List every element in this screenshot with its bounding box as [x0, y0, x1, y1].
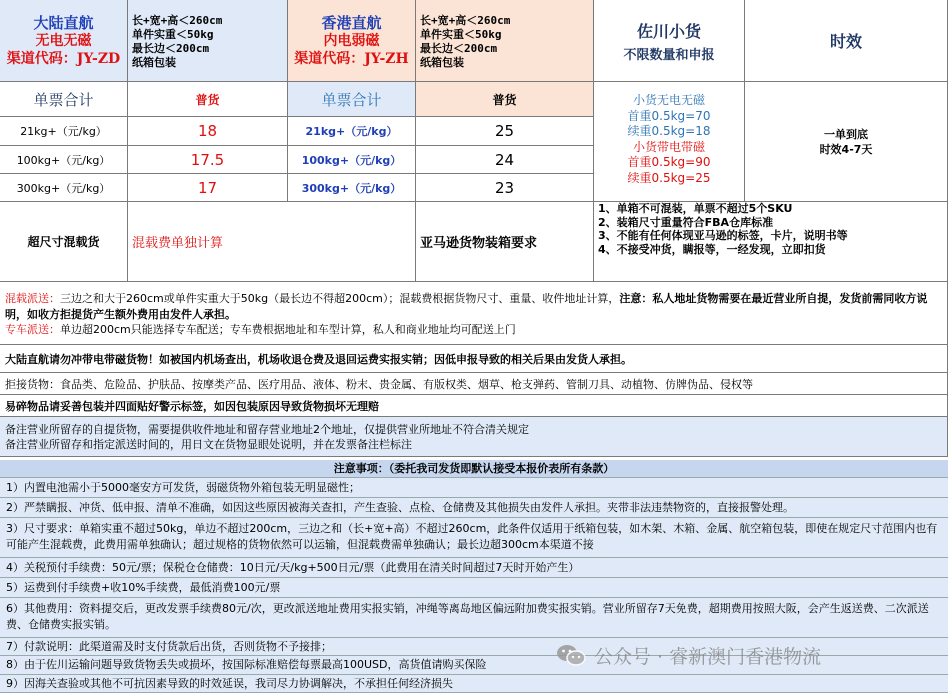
right-total-label: 单票合计	[321, 90, 382, 109]
left-row-label	[0, 117, 128, 146]
note-item	[0, 675, 948, 693]
mainland-subtitle: 无电无磁	[35, 33, 92, 49]
left-total-header	[0, 82, 128, 117]
timing-header-cell	[745, 0, 948, 82]
note-text: 3）尺寸要求：单箱实重不超过50kg，单边不超过200cm，三边之和（长+宽+高）不超过260cm，此条件仅适用于纸箱包装，如木架、木箱、金属、航空箱包装，即使在规定尺寸范围内也有可能产生混载费，此费用需单独确认；超过规格的货物依然可以运输，但混载费需单独确认；最长边超300cm本渠道不接	[6, 522, 938, 551]
mainland-spec: 单件实重＜50kg	[132, 28, 214, 41]
hk-spec: 最长边＜200cm	[420, 42, 498, 55]
timing-line: 时效4-7天	[819, 142, 873, 156]
mainland-spec: 最长边＜200cm	[132, 42, 210, 55]
left-total-label: 单票合计	[33, 90, 94, 109]
hk-spec: 纸箱包装	[420, 56, 464, 69]
sagawa-header-cell	[594, 0, 745, 82]
note-text: 1）内置电池需小于5000毫安方可发货，弱磁货物外箱包装无明显磁性；	[6, 480, 360, 494]
fragile-text: 易碎物品请妥善包装并四面贴好警示标签，如因包装原因导致货物损坏无理赔	[5, 399, 379, 413]
left-row-price	[128, 117, 288, 146]
hk-spec: 长+宽+高＜260cm	[420, 14, 511, 27]
amazon-rule: 4、不接受冲货，瞒报等，一经发现，立即扣货	[598, 242, 826, 256]
note-item	[0, 518, 948, 558]
sagawa-subtitle: 不限数量和申报	[623, 47, 715, 63]
note-item	[0, 558, 948, 578]
price-value: 25	[494, 122, 515, 140]
amazon-label-cell	[416, 202, 594, 282]
sagawa-prices-cell	[594, 82, 745, 202]
price-value: 17	[197, 178, 218, 197]
sagawa-line: 续重0.5kg=25	[627, 170, 711, 185]
note-text: 6）其他费用：资料提交后，更改发票手续费80元/次，更改派送地址费用实报实销，冲绳等离岛地区偏远附加费实报实销。营业所留存7天免费，超期费用按照大阪，会产生返送费、二次派送费、仓储费实报实销。	[6, 602, 929, 631]
mainland-spec: 纸箱包装	[132, 56, 176, 69]
warning-text: 大陆直航请勿冲带电带磁货物！如被国内机场查出，机场收退仓费及退回运费实报实销；因低申报导致的相关后果由发货人承担。	[5, 352, 632, 366]
mainland-specs-cell	[128, 0, 288, 82]
amazon-rule: 1、单箱不可混装，单票不超过5个SKU	[598, 202, 793, 215]
right-type-label: 普货	[492, 92, 517, 107]
mainland-title-cell	[0, 0, 128, 82]
right-row-price	[416, 174, 594, 202]
mixed-delivery-row	[0, 282, 948, 345]
mixed-note: 注意：私人地址货物需要在最近营业所自提，发货前需同收方说明，如收方拒提货产生额外费用由发件人承担。	[5, 292, 928, 321]
watermark-text: 公众号 · 睿新澳门香港物流	[594, 645, 822, 668]
amazon-rules-cell	[594, 202, 948, 282]
mainland-title: 大陆直航	[33, 14, 94, 32]
row-label: 300kg+（元/kg）	[301, 181, 402, 195]
watermark	[556, 640, 821, 670]
left-row-label	[0, 146, 128, 174]
note-text: 7）付款说明：此渠道需及时支付货款后出货，否则货物不予接排；	[6, 639, 332, 653]
note-item	[0, 598, 948, 638]
notes-title: 注意事项：（委托我司发货即默认接受本报价表所有条款）	[333, 461, 615, 475]
warning-row	[0, 345, 948, 373]
sagawa-line: 续重0.5kg=18	[627, 124, 711, 138]
wechat-icon	[556, 643, 586, 667]
price-value: 24	[494, 150, 515, 169]
hk-subtitle: 内电弱磁	[323, 33, 380, 49]
timing-title: 时效	[829, 32, 862, 51]
dedicated-prefix: 专车派送：	[5, 323, 60, 336]
amazon-rule: 2、装箱尺寸重量符合FBA仓库标准	[598, 215, 774, 229]
hk-channel-code: 渠道代码：JY-ZH	[294, 51, 409, 67]
mainland-channel-code: 渠道代码：JY-ZD	[6, 51, 121, 67]
fragile-row	[0, 395, 948, 417]
sagawa-title: 佐川小货	[636, 21, 701, 41]
remark-line: 备注营业所留存的自提货物，需要提供收件地址和留存营业地址2个地址，仅提供营业所地址不符合清关规定	[5, 423, 529, 436]
mixed-text: 三边之和大于260cm或单件实重大于50kg（最长边不得超200cm）；混载费根据货物尺寸、重量、收件地址计算，	[60, 292, 620, 305]
left-row-label	[0, 174, 128, 202]
left-type-label: 普货	[195, 92, 220, 107]
mixed-prefix: 混载派送：	[5, 292, 60, 305]
right-row-label	[288, 174, 416, 202]
oversize-value-cell	[128, 202, 416, 282]
oversize-label: 超尺寸混载货	[27, 235, 100, 249]
right-row-price	[416, 117, 594, 146]
note-text: 8）由于佐川运输问题导致货物丢失或损坏，按国际标准赔偿每票最高100USD，高货值请购买保险	[6, 658, 487, 671]
notes-title-row	[0, 460, 948, 478]
dedicated-text: 单边超200cm只能选择专车配送；专车费根据地址和车型计算，私人和商业地址均可配送上门	[60, 323, 516, 336]
left-row-price	[128, 146, 288, 174]
note-text: 5）运费到付手续费+收10%手续费，最低消费100元/票	[6, 580, 281, 594]
hk-title: 香港直航	[321, 14, 382, 32]
note-item	[0, 478, 948, 498]
amazon-label: 亚马逊货物装箱要求	[420, 236, 538, 251]
row-label: 21kg+（元/kg）	[305, 125, 398, 138]
note-text: 2）严禁瞒报、冲货、低申报、清单不准确，如因这些原因被海关查扣，产生查验、点检、仓储费及其他损失由发件人承担。夹带非法违禁物资的，直接报警处理。	[6, 500, 794, 514]
row-label: 21kg+（元/kg）	[20, 125, 107, 138]
note-text: 9）因海关查验或其他不可抗因素导致的时效延误，我司尽力协调解决，不承担任何经济损失	[6, 676, 453, 690]
remarks-row	[0, 417, 948, 457]
right-type-header	[416, 82, 594, 117]
price-value: 23	[494, 178, 515, 197]
right-total-header	[288, 82, 416, 117]
sagawa-line: 首重0.5kg=70	[627, 108, 711, 123]
hk-specs-cell	[416, 0, 594, 82]
left-row-price	[128, 174, 288, 202]
hk-spec: 单件实重＜50kg	[420, 28, 502, 41]
prohibited-row	[0, 373, 948, 395]
note-item	[0, 578, 948, 598]
row-label: 300kg+（元/kg）	[16, 181, 111, 195]
right-row-label	[288, 146, 416, 174]
sagawa-line: 小货无电无磁	[632, 93, 705, 107]
price-value: 17.5	[190, 150, 225, 169]
oversize-label-cell	[0, 202, 128, 282]
amazon-rule: 3、不能有任何体现亚马逊的标签，卡片，说明书等	[598, 229, 848, 242]
right-row-price	[416, 146, 594, 174]
right-row-label	[288, 117, 416, 146]
oversize-value: 混载费单独计算	[132, 236, 224, 251]
hk-title-cell	[288, 0, 416, 82]
prohibited-text: 拒接货物：食品类、危险品、护肤品、按摩类产品、医疗用品、液体、粉末、贵金属、有版权类、烟草、枪支弹药、管制刀具、动植物、仿牌伪品、侵权等	[5, 377, 753, 391]
row-label: 100kg+（元/kg）	[16, 153, 111, 167]
timing-cell	[745, 82, 948, 202]
mainland-spec: 长+宽+高＜260cm	[132, 14, 223, 27]
left-type-header	[128, 82, 288, 117]
note-text: 4）关税预付手续费：50元/票；保税仓仓储费：10日元/天/kg+500日元/票（此费用在清关时间超过7天时开始产生）	[6, 560, 580, 574]
note-item	[0, 498, 948, 518]
price-value: 18	[197, 122, 218, 140]
sagawa-line: 首重0.5kg=90	[627, 155, 711, 169]
row-label: 100kg+（元/kg）	[301, 153, 402, 167]
sagawa-line: 小货带电带磁	[632, 139, 705, 154]
timing-line: 一单到底	[824, 127, 868, 141]
remark-line: 备注营业所留存和指定派送时间的，用日文在货物显眼处说明，并在发票备注栏标注	[5, 438, 412, 451]
